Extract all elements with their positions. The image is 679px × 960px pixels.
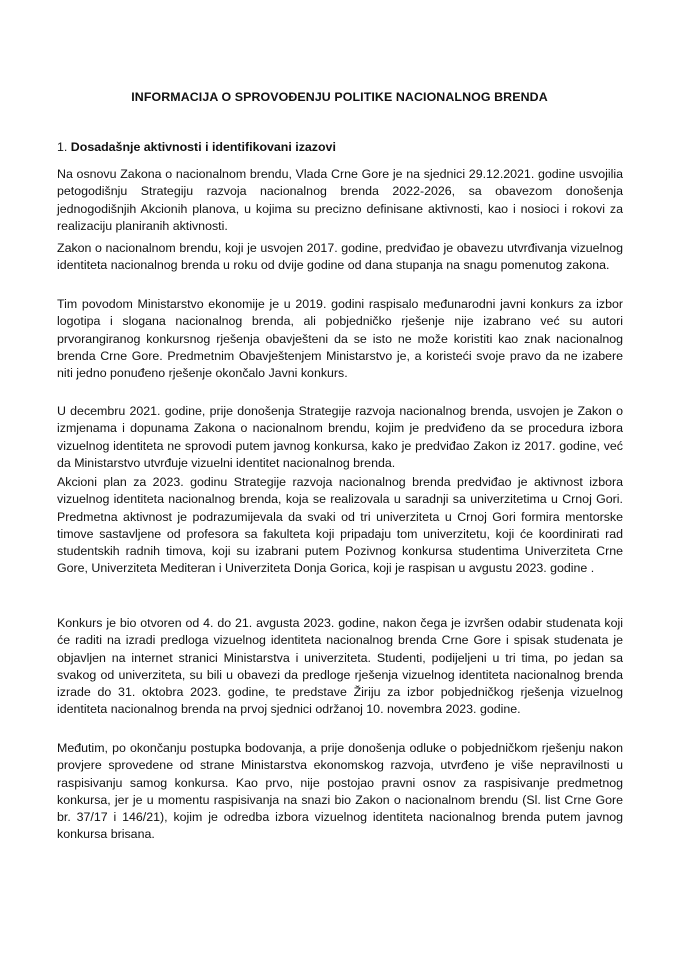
- section-heading-text: Dosadašnje aktivnosti i identifikovani izazovi: [70, 140, 336, 154]
- paragraph-1: Na osnovu Zakona o nacionalnom brendu, Vlada Crne Gore je na sjednici 29.12.2021. godine usvojilia petogodišnju Strategiju razvoja nacionalnog brenda 2022-2026, sa obavezom donošenja jednogodišnjih Akcionih planova, u kojima su precizno definisane aktivnosti, kao i nosioci i rokovi za realizaciju planiranih aktivnosti.: [57, 167, 623, 233]
- paragraph-6: Konkurs je bio otvoren od 4. do 21. avgusta 2023. godine, nakon čega je izvršen odabir studenata koji će raditi na izradi predloga vizuelnog identiteta nacionalnog brenda Crne Gore i spisak studenata je objavljen na internet stranici Ministarstva i univerziteta. Studenti, podijeljeni u tri tima, po jedan sa svakog od univerziteta, su bili u obavezi da predloge rješenja vizuelnog identiteta nacionalnog brenda izrade do 31. oktobra 2023. godine, te predstave Žiriju za izbor pobjedničkog rješenja vizuelnog identiteta nacionalnog brenda na prvoj sjednici održanoj 10. novembra 2023. godine.: [57, 616, 623, 717]
- paragraph-3: Tim povodom Ministarstvo ekonomije je u 2019. godini raspisalo međunarodni javni konkurs za izbor logotipa i slogana nacionalnog brenda, ali pobjedničko rješenje nije izabrano već su autori prvorangiranog konkursnog rješenja obavješteni da se isto ne može koristiti kao znak nacionalnog brenda Crne Gore. Predmetnim Obavještenjem Ministarstvo je, a koristeći svoje pravo da ne izabere niti jedno ponuđeno rješenje okončalo Javni konkurs.: [57, 297, 623, 381]
- paragraph-7: Međutim, po okončanju postupka bodovanja, a prije donošenja odluke o pobjedničkom rješenju nakon provjere sprovedene od strane Ministarstva ekonomskog razvoja, utvrđeno je više nepravilnosti u raspisivanju samog konkursa. Kao prvo, nije postojao pravni osnov za raspisivanje predmetnog konkursa, jer je u momentu raspisivanja na snazi bio Zakon o nacionalnom brendu (Sl. list Crne Gore br. 37/17 i 146/21), kojim je odredba izbora vizuelnog identiteta nacionalnog brenda putem javnog konkursa brisana.: [57, 741, 623, 842]
- section-number: 1.: [57, 140, 68, 154]
- document-title: INFORMACIJA O SPROVOĐENJU POLITIKE NACIONALNOG BRENDA: [131, 90, 548, 104]
- paragraph-5: Akcioni plan za 2023. godinu Strategije razvoja nacionalnog brenda predviđao je aktivnost izbora vizuelnog identiteta nacionalnog brenda, koja se realizovala u saradnji sa univerzitetima u Crnoj Gori. Predmetna aktivnost je podrazumijevala da svaki od tri univerziteta u Crnoj Gori formira mentorske timove sastavljene od profesora sa fakulteta koji pripadaju tom univerzitetu, koji će koordinirati rad studentskih radnih timova, koji su izabrani putem Pozivnog konkursa studentima Univerziteta Crne Gore, Univerziteta Mediteran i Univerziteta Donja Gorica, koji je raspisan u avgustu 2023. godine .: [57, 475, 623, 576]
- paragraph-2: Zakon o nacionalnom brendu, koji je usvojen 2017. godine, predviđao je obavezu utvrđivanja vizuelnog identiteta nacionalnog brenda u roku od dvije godine od dana stupanja na snagu pomenutog zakona.: [57, 241, 623, 273]
- paragraph-4: U decembru 2021. godine, prije donošenja Strategije razvoja nacionalnog brenda, usvojen je Zakon o izmjenama i dopunama Zakona o nacionalnom brendu, kojim je predviđeno da se procedura izbora vizuelnog identiteta ne sprovodi putem javnog konkursa, kako je predviđao Zakon iz 2017. godine, već da Ministarstvo utvrđuje vizuelni identitet nacionalnog brenda.: [57, 404, 623, 470]
- section-heading: [57, 140, 336, 154]
